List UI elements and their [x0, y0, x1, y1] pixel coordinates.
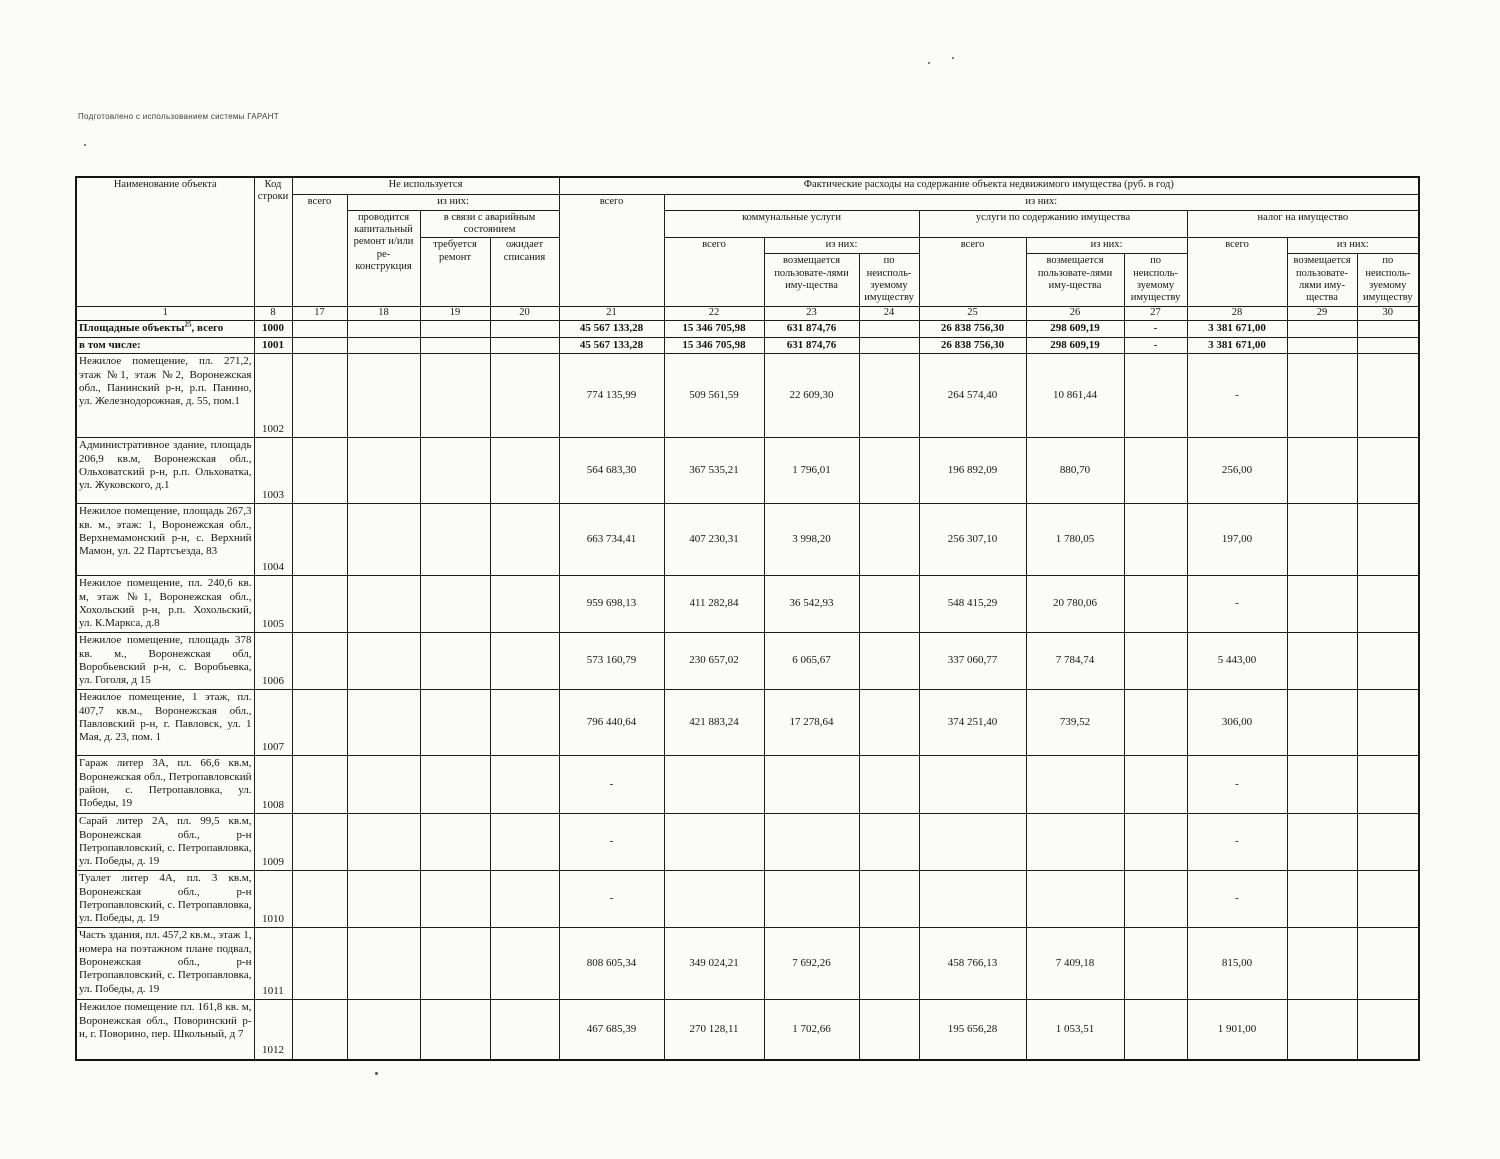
value-cell-c29 — [1287, 504, 1357, 576]
value-cell-c27 — [1124, 354, 1187, 438]
value-cell-c22: 15 346 705,98 — [664, 320, 764, 337]
value-cell-c21: - — [559, 814, 664, 871]
value-cell-c27 — [1124, 504, 1187, 576]
value-cell-c24 — [859, 354, 919, 438]
col-header-total-25: всего — [919, 238, 1026, 307]
value-cell-c20 — [490, 337, 559, 353]
value-cell-c24 — [859, 633, 919, 690]
table-row — [76, 1000, 1419, 1060]
value-cell-c17 — [292, 576, 347, 633]
value-cell-c21: 663 734,41 — [559, 504, 664, 576]
value-cell-c23: 631 874,76 — [764, 337, 859, 353]
value-cell-c19 — [420, 354, 490, 438]
value-cell-c23: 6 065,67 — [764, 633, 859, 690]
value-cell-c23 — [764, 814, 859, 871]
value-cell-c29 — [1287, 354, 1357, 438]
value-cell-c26: 20 780,06 — [1026, 576, 1124, 633]
value-cell-c19 — [420, 814, 490, 871]
value-cell-c26: 1 780,05 — [1026, 504, 1124, 576]
value-cell-c23: 1 796,01 — [764, 438, 859, 504]
value-cell-c20 — [490, 1000, 559, 1060]
object-name-cell — [76, 354, 254, 438]
value-cell-c27 — [1124, 576, 1187, 633]
value-cell-c17 — [292, 1000, 347, 1060]
value-cell-c27 — [1124, 814, 1187, 871]
col-header-maintenance: услуги по содержанию имущества — [919, 210, 1187, 238]
value-cell-c25: 195 656,28 — [919, 1000, 1026, 1060]
value-cell-c24 — [859, 814, 919, 871]
value-cell-c26: 739,52 — [1026, 690, 1124, 756]
table-row — [76, 320, 1419, 337]
col-num: 28 — [1187, 306, 1287, 320]
value-cell-c27: - — [1124, 320, 1187, 337]
value-cell-c21: 573 160,79 — [559, 633, 664, 690]
object-name-cell — [76, 576, 254, 633]
value-cell-c25 — [919, 814, 1026, 871]
value-cell-c21: 467 685,39 — [559, 1000, 664, 1060]
col-header-unused-24: по неисполь-зуемому имуществу — [859, 254, 919, 307]
value-cell-c20 — [490, 354, 559, 438]
object-name-text: Площадные объекты — [79, 321, 185, 334]
value-cell-c26: 880,70 — [1026, 438, 1124, 504]
value-cell-c25: 458 766,13 — [919, 928, 1026, 1000]
col-num: 1 — [76, 306, 254, 320]
table-body — [76, 320, 1419, 1059]
value-cell-c20 — [490, 928, 559, 1000]
table-row — [76, 337, 1419, 353]
table-row — [76, 690, 1419, 756]
row-code-cell: 1000 — [254, 320, 292, 337]
value-cell-c26: 298 609,19 — [1026, 320, 1124, 337]
value-cell-c23: 36 542,93 — [764, 576, 859, 633]
value-cell-c29 — [1287, 320, 1357, 337]
value-cell-c30 — [1357, 928, 1419, 1000]
value-cell-c21: - — [559, 871, 664, 928]
row-code-cell: 1004 — [254, 504, 292, 576]
value-cell-c28: 197,00 — [1187, 504, 1287, 576]
value-cell-c29 — [1287, 438, 1357, 504]
col-header-total-21: всего — [559, 194, 664, 306]
column-numbers-row — [76, 306, 1419, 320]
value-cell-c26 — [1026, 756, 1124, 814]
value-cell-c25 — [919, 756, 1026, 814]
value-cell-c27 — [1124, 690, 1187, 756]
value-cell-c24 — [859, 756, 919, 814]
value-cell-c23: 17 278,64 — [764, 690, 859, 756]
col-header-ofthem-exp: из них: — [664, 194, 1419, 210]
value-cell-c30 — [1357, 633, 1419, 690]
col-num: 30 — [1357, 306, 1419, 320]
value-cell-c28: - — [1187, 756, 1287, 814]
object-name-text: Нежилое помещение, площадь 267,3 кв. м., этаж: 1, Воронежская обл., Верхнемамонский р-н, с. Верхний Мамон, ул. 22 Партсъезда, 83 — [79, 505, 252, 558]
value-cell-c26: 1 053,51 — [1026, 1000, 1124, 1060]
row-code-cell: 1008 — [254, 756, 292, 814]
col-header-ofthem-util: из них: — [764, 238, 919, 254]
object-name-cell — [76, 438, 254, 504]
object-name-cell — [76, 337, 254, 353]
col-header-total-28: всего — [1187, 238, 1287, 307]
value-cell-c26: 7 409,18 — [1026, 928, 1124, 1000]
object-name-text: Нежилое помещение, 1 этаж, пл. 407,7 кв.м., Воронежская обл., Павловский р-н, г. Павловск, ул. 1 Мая, д. 23, пом. 1 — [79, 691, 252, 744]
row-code-cell: 1011 — [254, 928, 292, 1000]
value-cell-c27 — [1124, 438, 1187, 504]
object-name-text: Нежилое помещение, пл. 240,6 кв. м, этаж №1, Воронежская обл., Хохольский р-н, р.п. Хохольский, ул. К.Маркса, д.8 — [79, 577, 252, 630]
value-cell-c18 — [347, 320, 420, 337]
value-cell-c24 — [859, 690, 919, 756]
value-cell-c22: 15 346 705,98 — [664, 337, 764, 353]
value-cell-c25: 196 892,09 — [919, 438, 1026, 504]
table-row — [76, 633, 1419, 690]
value-cell-c30 — [1357, 690, 1419, 756]
col-num: 27 — [1124, 306, 1187, 320]
value-cell-c24 — [859, 928, 919, 1000]
col-header-awaiting-writeoff: ожидает списания — [490, 238, 559, 307]
col-num: 26 — [1026, 306, 1124, 320]
value-cell-c19 — [420, 1000, 490, 1060]
value-cell-c23: 22 609,30 — [764, 354, 859, 438]
value-cell-c19 — [420, 438, 490, 504]
value-cell-c28: 5 443,00 — [1187, 633, 1287, 690]
value-cell-c18 — [347, 438, 420, 504]
table-row — [76, 814, 1419, 871]
value-cell-c19 — [420, 504, 490, 576]
value-cell-c18 — [347, 928, 420, 1000]
object-name-text: Нежилое помещение, площадь 378 кв. м., Воронежская обл, Воробьевский р-н, с. Воробьевка, ул. Гоголя, д 15 — [79, 634, 252, 687]
value-cell-c22: 270 128,11 — [664, 1000, 764, 1060]
value-cell-c24 — [859, 320, 919, 337]
col-header-line-code: Код строки — [254, 177, 292, 306]
value-cell-c19 — [420, 337, 490, 353]
value-cell-c24 — [859, 1000, 919, 1060]
value-cell-c23 — [764, 756, 859, 814]
col-header-actual-expenses: Фактические расходы на содержание объекта недвижимого имущества (руб. в год) — [559, 177, 1419, 194]
col-header-ofthem-tax: из них: — [1287, 238, 1419, 254]
value-cell-c27 — [1124, 928, 1187, 1000]
col-num: 21 — [559, 306, 664, 320]
value-cell-c18 — [347, 814, 420, 871]
value-cell-c24 — [859, 871, 919, 928]
col-num: 29 — [1287, 306, 1357, 320]
garant-watermark: Подготовлено с использованием системы ГАРАНТ — [78, 112, 279, 121]
value-cell-c30 — [1357, 354, 1419, 438]
value-cell-c19 — [420, 756, 490, 814]
value-cell-c24 — [859, 438, 919, 504]
row-code-cell: 1007 — [254, 690, 292, 756]
value-cell-c25: 26 838 756,30 — [919, 320, 1026, 337]
col-num: 20 — [490, 306, 559, 320]
value-cell-c17 — [292, 633, 347, 690]
value-cell-c21: 808 605,34 — [559, 928, 664, 1000]
value-cell-c30 — [1357, 320, 1419, 337]
row-code-cell: 1010 — [254, 871, 292, 928]
value-cell-c22: 349 024,21 — [664, 928, 764, 1000]
object-name-text: Сарай литер 2А, пл. 99,5 кв.м, Воронежская обл., р-н Петропавловский, с. Петропавловка, ул. Победы, д. 19 — [79, 815, 252, 868]
value-cell-c30 — [1357, 337, 1419, 353]
scan-speck — [928, 62, 930, 64]
value-cell-c30 — [1357, 438, 1419, 504]
value-cell-c17 — [292, 928, 347, 1000]
row-code-cell: 1006 — [254, 633, 292, 690]
col-num: 22 — [664, 306, 764, 320]
value-cell-c17 — [292, 756, 347, 814]
col-num: 18 — [347, 306, 420, 320]
scan-speck — [84, 144, 86, 146]
value-cell-c26: 7 784,74 — [1026, 633, 1124, 690]
value-cell-c27 — [1124, 633, 1187, 690]
value-cell-c28: 815,00 — [1187, 928, 1287, 1000]
row-code-cell: 1009 — [254, 814, 292, 871]
value-cell-c29 — [1287, 576, 1357, 633]
col-header-property-tax: налог на имущество — [1187, 210, 1419, 238]
value-cell-c25: 264 574,40 — [919, 354, 1026, 438]
value-cell-c18 — [347, 1000, 420, 1060]
object-name-text: в том числе: — [79, 338, 141, 351]
table-row — [76, 354, 1419, 438]
value-cell-c18 — [347, 871, 420, 928]
object-name-cell — [76, 928, 254, 1000]
value-cell-c30 — [1357, 504, 1419, 576]
value-cell-c17 — [292, 320, 347, 337]
value-cell-c22: 421 883,24 — [664, 690, 764, 756]
object-name-text: Нежилое помещение пл. 161,8 кв. м, Воронежская обл., Поворинский р-н, г. Поворино, пер. Школьный, д 7 — [79, 1001, 252, 1040]
table-row — [76, 504, 1419, 576]
value-cell-c21: 45 567 133,28 — [559, 320, 664, 337]
value-cell-c20 — [490, 438, 559, 504]
value-cell-c21: 45 567 133,28 — [559, 337, 664, 353]
col-header-ofthem-nu: из них: — [347, 194, 559, 210]
col-header-reimbursed-23: возмещается пользовате-лями иму-щества — [764, 254, 859, 307]
value-cell-c18 — [347, 576, 420, 633]
object-name-cell — [76, 320, 254, 337]
row-code-cell: 1005 — [254, 576, 292, 633]
col-header-unused-27: по неисполь-зуемому имуществу — [1124, 254, 1187, 307]
value-cell-c27 — [1124, 871, 1187, 928]
value-cell-c24 — [859, 337, 919, 353]
footnote-marker: 25 — [184, 320, 192, 329]
value-cell-c17 — [292, 871, 347, 928]
table-row — [76, 576, 1419, 633]
value-cell-c25: 374 251,40 — [919, 690, 1026, 756]
value-cell-c20 — [490, 690, 559, 756]
value-cell-c28: - — [1187, 576, 1287, 633]
value-cell-c19 — [420, 871, 490, 928]
value-cell-c18 — [347, 633, 420, 690]
value-cell-c26: 298 609,19 — [1026, 337, 1124, 353]
value-cell-c17 — [292, 814, 347, 871]
expenses-table — [75, 176, 1420, 1061]
value-cell-c18 — [347, 756, 420, 814]
value-cell-c29 — [1287, 1000, 1357, 1060]
value-cell-c22: 230 657,02 — [664, 633, 764, 690]
value-cell-c24 — [859, 504, 919, 576]
row-code-cell: 1002 — [254, 354, 292, 438]
col-num: 8 — [254, 306, 292, 320]
value-cell-c21: 774 135,99 — [559, 354, 664, 438]
col-header-utilities: коммунальные услуги — [664, 210, 919, 238]
value-cell-c29 — [1287, 871, 1357, 928]
value-cell-c30 — [1357, 871, 1419, 928]
value-cell-c23: 3 998,20 — [764, 504, 859, 576]
value-cell-c27 — [1124, 756, 1187, 814]
value-cell-c20 — [490, 814, 559, 871]
col-num: 17 — [292, 306, 347, 320]
col-header-capital-repair: проводится капитальный ремонт и/или ре-конструкция — [347, 210, 420, 306]
row-code-cell: 1012 — [254, 1000, 292, 1060]
value-cell-c25: 26 838 756,30 — [919, 337, 1026, 353]
row-code-cell: 1001 — [254, 337, 292, 353]
col-header-total-17: всего — [292, 194, 347, 306]
value-cell-c20 — [490, 504, 559, 576]
scan-speck — [952, 57, 954, 59]
value-cell-c26: 10 861,44 — [1026, 354, 1124, 438]
value-cell-c25: 337 060,77 — [919, 633, 1026, 690]
value-cell-c20 — [490, 756, 559, 814]
value-cell-c20 — [490, 633, 559, 690]
object-name-text: Административное здание, площадь 206,9 кв.м, Воронежская обл., Ольховатский р-н, р.п. Ольховатка, ул. Жуковского, д.1 — [79, 439, 252, 492]
object-name-text: Туалет литер 4А, пл. 3 кв.м, Воронежская обл., р-н Петропавловский, с. Петропавловка, ул. Победы, д. 19 — [79, 872, 252, 925]
value-cell-c22 — [664, 871, 764, 928]
table-row — [76, 871, 1419, 928]
value-cell-c17 — [292, 354, 347, 438]
value-cell-c29 — [1287, 814, 1357, 871]
value-cell-c17 — [292, 690, 347, 756]
col-header-emergency: в связи с аварийным состоянием — [420, 210, 559, 238]
value-cell-c17 — [292, 337, 347, 353]
value-cell-c22: 411 282,84 — [664, 576, 764, 633]
object-name-cell — [76, 633, 254, 690]
value-cell-c23: 7 692,26 — [764, 928, 859, 1000]
value-cell-c19 — [420, 320, 490, 337]
value-cell-c17 — [292, 504, 347, 576]
value-cell-c25: 256 307,10 — [919, 504, 1026, 576]
col-header-total-22: всего — [664, 238, 764, 307]
value-cell-c28: - — [1187, 814, 1287, 871]
value-cell-c26 — [1026, 871, 1124, 928]
value-cell-c26 — [1026, 814, 1124, 871]
value-cell-c18 — [347, 504, 420, 576]
object-name-cell — [76, 504, 254, 576]
value-cell-c18 — [347, 354, 420, 438]
value-cell-c23: 1 702,66 — [764, 1000, 859, 1060]
object-name-tail: , всего — [191, 321, 224, 334]
value-cell-c28: 3 381 671,00 — [1187, 337, 1287, 353]
value-cell-c23 — [764, 871, 859, 928]
col-num: 23 — [764, 306, 859, 320]
object-name-cell — [76, 871, 254, 928]
value-cell-c27 — [1124, 1000, 1187, 1060]
value-cell-c25: 548 415,29 — [919, 576, 1026, 633]
table-header — [76, 177, 1419, 320]
col-num: 25 — [919, 306, 1026, 320]
value-cell-c18 — [347, 337, 420, 353]
value-cell-c21: 959 698,13 — [559, 576, 664, 633]
value-cell-c17 — [292, 438, 347, 504]
value-cell-c22 — [664, 756, 764, 814]
value-cell-c21: 564 683,30 — [559, 438, 664, 504]
value-cell-c29 — [1287, 690, 1357, 756]
object-name-cell — [76, 756, 254, 814]
object-name-cell — [76, 1000, 254, 1060]
value-cell-c30 — [1357, 576, 1419, 633]
value-cell-c29 — [1287, 928, 1357, 1000]
value-cell-c18 — [347, 690, 420, 756]
value-cell-c28: 1 901,00 — [1187, 1000, 1287, 1060]
col-header-not-used: Не используется — [292, 177, 559, 194]
object-name-cell — [76, 690, 254, 756]
value-cell-c29 — [1287, 337, 1357, 353]
col-header-reimbursed-29: возмещается пользовате-лями иму-щества — [1287, 254, 1357, 307]
value-cell-c28: 306,00 — [1187, 690, 1287, 756]
value-cell-c19 — [420, 690, 490, 756]
col-header-object-name: Наименование объекта — [76, 177, 254, 306]
table-row — [76, 438, 1419, 504]
value-cell-c22 — [664, 814, 764, 871]
value-cell-c23: 631 874,76 — [764, 320, 859, 337]
value-cell-c29 — [1287, 756, 1357, 814]
row-code-cell: 1003 — [254, 438, 292, 504]
value-cell-c20 — [490, 320, 559, 337]
scan-speck — [375, 1072, 378, 1075]
value-cell-c29 — [1287, 633, 1357, 690]
value-cell-c28: 3 381 671,00 — [1187, 320, 1287, 337]
col-num: 19 — [420, 306, 490, 320]
col-header-ofthem-maint: из них: — [1026, 238, 1187, 254]
object-name-text: Часть здания, пл. 457,2 кв.м., этаж 1, номера на поэтажном плане подвал, Воронежская обл., р-н Петропавловский, с. Петропавловка, ул. Победы, д. 19 — [79, 929, 252, 995]
value-cell-c28: - — [1187, 871, 1287, 928]
value-cell-c21: 796 440,64 — [559, 690, 664, 756]
value-cell-c25 — [919, 871, 1026, 928]
object-name-text: Гараж литер 3А, пл. 66,6 кв.м, Воронежская обл., Петропавловский район, с. Петропавловка, ул. Победы, 19 — [79, 757, 252, 810]
value-cell-c21: - — [559, 756, 664, 814]
col-num: 24 — [859, 306, 919, 320]
col-header-reimbursed-26: возмещается пользовате-лями иму-щества — [1026, 254, 1124, 307]
value-cell-c22: 509 561,59 — [664, 354, 764, 438]
table-row — [76, 756, 1419, 814]
value-cell-c27: - — [1124, 337, 1187, 353]
object-name-cell — [76, 814, 254, 871]
value-cell-c19 — [420, 633, 490, 690]
value-cell-c24 — [859, 576, 919, 633]
object-name-text: Нежилое помещение, пл. 271,2, этаж №1, этаж №2, Воронежская обл., Панинский р-н, р.п. Панино, ул. Железнодорожная, д. 55, пом.1 — [79, 355, 252, 408]
value-cell-c19 — [420, 576, 490, 633]
value-cell-c19 — [420, 928, 490, 1000]
value-cell-c28: - — [1187, 354, 1287, 438]
col-header-repair-required: требуется ремонт — [420, 238, 490, 307]
value-cell-c28: 256,00 — [1187, 438, 1287, 504]
value-cell-c20 — [490, 576, 559, 633]
value-cell-c30 — [1357, 814, 1419, 871]
value-cell-c22: 407 230,31 — [664, 504, 764, 576]
value-cell-c30 — [1357, 756, 1419, 814]
table-row — [76, 928, 1419, 1000]
col-header-unused-30: по неисполь-зуемому имуществу — [1357, 254, 1419, 307]
value-cell-c22: 367 535,21 — [664, 438, 764, 504]
value-cell-c30 — [1357, 1000, 1419, 1060]
value-cell-c20 — [490, 871, 559, 928]
